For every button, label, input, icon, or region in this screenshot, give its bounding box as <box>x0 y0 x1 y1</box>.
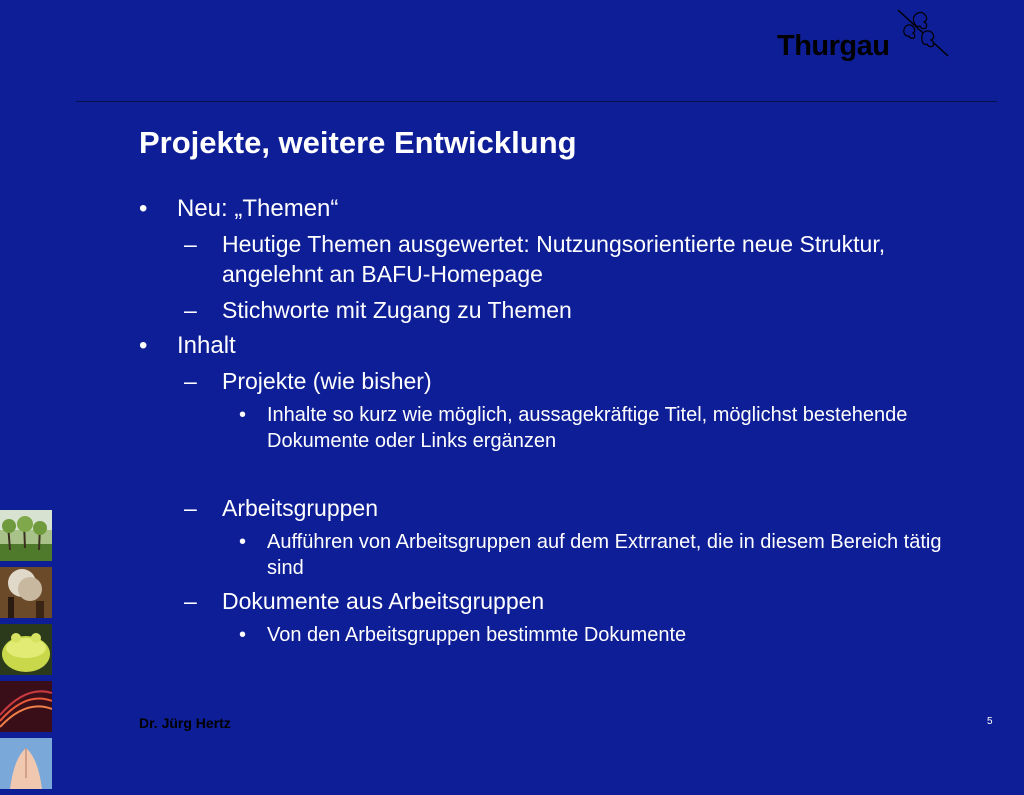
dash-marker: – <box>184 231 197 257</box>
footer-author: Dr. Jürg Hertz <box>139 715 231 731</box>
header-divider <box>76 101 997 102</box>
dash-item <box>139 493 969 523</box>
dash-marker: – <box>184 368 197 394</box>
bullet-text: Inhalt <box>177 332 236 359</box>
smoke-photo <box>0 567 52 618</box>
bullet-text: Neu: „Themen“ <box>177 195 339 222</box>
orchard-photo <box>0 510 52 561</box>
dash-item <box>139 366 969 396</box>
dash-text: Arbeitsgruppen <box>222 495 378 521</box>
photo-strip <box>0 510 52 768</box>
dash-marker: – <box>184 297 197 323</box>
sub-bullet-text: Aufführen von Arbeitsgruppen auf dem Extrranet, die in diesem Bereich tätig sind <box>267 531 942 579</box>
sub-bullet-marker: • <box>239 624 247 646</box>
slide-content <box>139 194 969 653</box>
sub-bullet-marker: • <box>239 404 247 426</box>
sub-bullet-item <box>139 622 969 648</box>
page-number: 5 <box>987 716 993 727</box>
sub-bullet-text: Von den Arbeitsgruppen bestimmte Dokumente <box>267 624 687 646</box>
thurgau-lions-emblem-icon <box>894 8 950 58</box>
bullet-item <box>139 331 969 361</box>
bullet-item <box>139 194 969 224</box>
dash-item <box>139 229 969 289</box>
hands-photo <box>0 738 52 789</box>
dash-text: Dokumente aus Arbeitsgruppen <box>222 588 545 614</box>
sub-bullet-text: Inhalte so kurz wie möglich, aussagekräftige Titel, möglichst bestehende Dokumente oder Links ergänzen <box>267 404 908 452</box>
sub-bullet-item <box>139 529 969 581</box>
dash-item <box>139 586 969 616</box>
spacer <box>139 459 969 493</box>
dash-text: Projekte (wie bisher) <box>222 368 432 394</box>
dash-marker: – <box>184 495 197 521</box>
sub-bullet-marker: • <box>239 531 247 553</box>
light-trails-photo <box>0 681 52 732</box>
logo-text: Thurgau <box>777 30 890 62</box>
bullet-marker: • <box>139 195 148 222</box>
bullet-marker: • <box>139 332 148 359</box>
frog-photo <box>0 624 52 675</box>
dash-text: Heutige Themen ausgewertet: Nutzungsorientierte neue Struktur, angelehnt an BAFU-Homepage <box>222 231 886 287</box>
slide-title: Projekte, weitere Entwicklung <box>139 125 577 160</box>
dash-marker: – <box>184 588 197 614</box>
dash-text: Stichworte mit Zugang zu Themen <box>222 297 572 323</box>
dash-item <box>139 295 969 325</box>
sub-bullet-item <box>139 402 969 454</box>
